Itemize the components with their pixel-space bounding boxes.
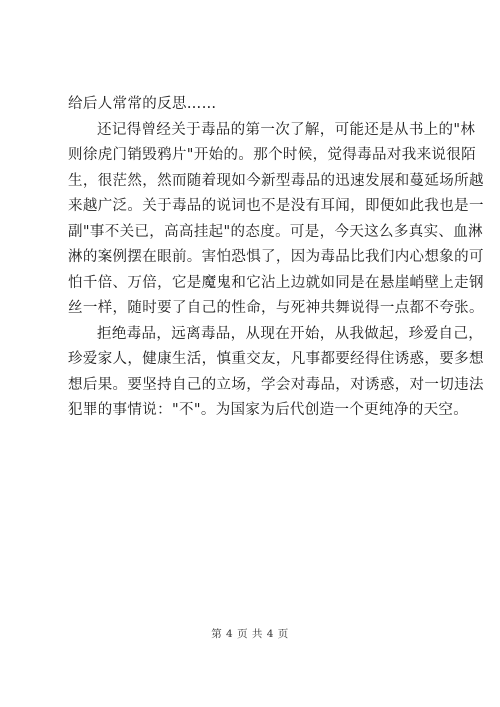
document-body [68, 92, 484, 424]
paragraph-line-13: 犯罪的事情说："不"。为国家为后代创造一个更纯净的天空。 [68, 402, 469, 418]
paragraph-line-6: 副"事不关已，高高挂起"的态度。可是，今天这么多真实、血淋 [68, 223, 483, 240]
paragraph-line-9: 丝一样，随时要了自己的性命，与死神共舞说得一点都不夸张。 [68, 300, 484, 316]
paragraph-line-8: 怕千倍、万倍，它是魔鬼和它沾上边就如同是在悬崖峭壁上走钢 [68, 274, 484, 291]
paragraph-line-3: 则徐虎门销毁鸦片"开始的。那个时候，觉得毒品对我来说很陌 [68, 147, 476, 163]
paragraph-line-2: 还记得曾经关于毒品的第一次了解，可能还是从书上的"林 [97, 121, 476, 138]
paragraph-line-10: 拒绝毒品，远离毒品，从现在开始，从我做起，珍爱自己， [97, 325, 484, 342]
paragraph-line-4: 生，很茫然，然而随着现如今新型毒品的迅速发展和蔓延场所越 [68, 172, 484, 189]
paragraph-line-12: 想后果。要坚持自己的立场，学会对毒品，对诱惑，对一切违法 [68, 376, 484, 393]
paragraph-line-5: 来越广泛。关于毒品的说词也不是没有耳闻，即便如此我也是一 [68, 198, 484, 214]
paragraph-line-1: 给后人常常的反思…… [68, 96, 217, 112]
paragraph-line-11: 珍爱家人，健康生活，慎重交友，凡事都要经得住诱惑，要多想 [68, 351, 484, 367]
page-number-footer: 第 4 页 共 4 页 [211, 628, 289, 640]
paragraph-line-7: 淋的案例摆在眼前。害怕恐惧了，因为毒品比我们内心想象的可 [68, 249, 484, 265]
